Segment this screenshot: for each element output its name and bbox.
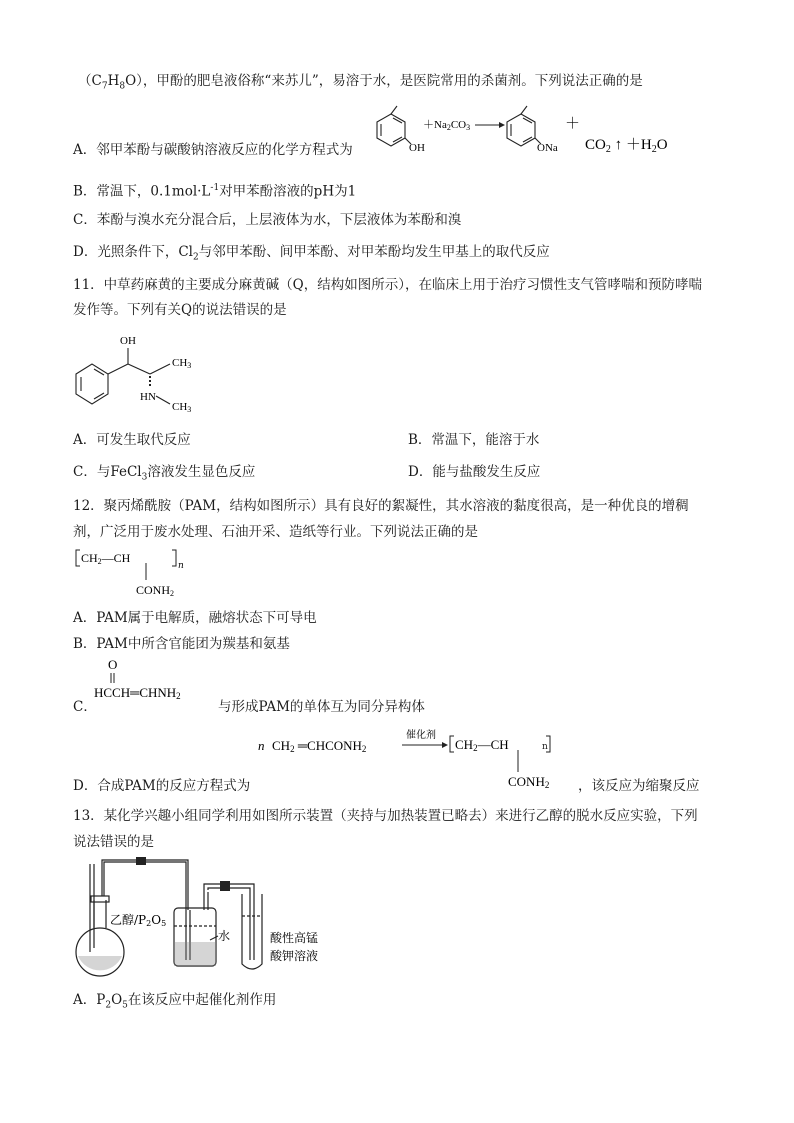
q10-products: $CO_2$ ↑ $+H_2O$ <box>585 137 668 155</box>
intro-text: $(C_7H_8O)$，甲酚的肥皂液俗称“来苏儿”，易溶于水，是医院常用的杀菌剂。下列说法正确的是 <box>78 73 643 92</box>
q11-option-b: B．常温下，能溶于水 <box>408 432 540 448</box>
q12-option-d-tail: ，该反应为缩聚反应 <box>578 778 700 794</box>
pam-side-label: CONH2 <box>136 583 175 598</box>
apparatus-label-flask: 乙醇/P2O5 <box>110 913 167 928</box>
eq-d-poly: CH2—CH <box>455 737 509 753</box>
q11-option-a: A．可发生取代反应 <box>73 432 191 448</box>
sodium-cresolate-structure <box>507 106 541 146</box>
pam-chain-label: CH2—CH <box>81 551 131 566</box>
q10-reaction-equation <box>355 104 695 160</box>
ephedrine-structure <box>70 330 210 418</box>
q10-reagent: ＋Na2CO3 <box>423 119 471 132</box>
q11-stem-line2: 发作等。下列有关Q的说法错误的是 <box>73 302 287 318</box>
q12-option-a: A．PAM属于电解质，融熔状态下可导电 <box>73 610 317 626</box>
option-c-o-label: O <box>108 657 118 672</box>
q11-stem-line1: 11．中草药麻黄的主要成分麻黄碱（Q，结构如图所示），在临床上用于治疗习惯性支气管哮喘和预防哮喘 <box>73 277 702 293</box>
pam-structure <box>74 546 214 602</box>
q12-option-d-equation <box>256 726 550 790</box>
q12-option-c-prefix: C． <box>73 699 97 715</box>
option-c-formula: HCCH═CHNH2 <box>94 685 181 701</box>
q12-option-c-structure <box>92 655 220 701</box>
q13-option-a: A．$P_2O_5$在该反应中起催化剂作用 <box>73 992 277 1011</box>
apparatus-label-kmno4-1: 酸性高锰 <box>270 931 319 945</box>
q10-ona-label: ONa <box>537 142 558 154</box>
q11-option-d: D．能与盐酸发生反应 <box>408 464 541 480</box>
q12-option-b: B．PAM中所含官能团为羰基和氨基 <box>73 636 290 652</box>
q12-stem-line2: 剂，广泛用于废水处理、石油开采、造纸等行业。下列说法正确的是 <box>73 524 478 540</box>
eq-d-monomer: CH2 ═CHCONH2 <box>272 738 367 754</box>
q12-option-d: D．合成PAM的反应方程式为 <box>73 778 251 794</box>
eq-d-bracket-n: n <box>542 742 548 752</box>
ephedrine-hn-label: HN <box>140 391 156 403</box>
q10-oh-label: OH <box>409 142 425 154</box>
o-cresol-structure <box>377 106 411 146</box>
ephedrine-oh-label: OH <box>120 335 136 347</box>
ephedrine-ch3-label-bottom: CH3 <box>172 401 192 414</box>
q10-plus: ＋ <box>565 114 581 132</box>
apparatus-diagram <box>70 856 340 980</box>
ephedrine-ch3-label-top: CH3 <box>172 357 192 370</box>
q13-stem-line1: 13．某化学兴趣小组同学利用如图所示装置（夹持与加热装置已略去）来进行乙醇的脱水反应实验，下列 <box>73 808 698 824</box>
q13-stem-line2: 说法错误的是 <box>73 834 154 850</box>
eq-d-catalyst: 催化剂 <box>406 730 436 741</box>
q12-option-c-text: 与形成PAM的单体互为同分异构体 <box>218 699 425 715</box>
apparatus-label-kmno4-2: 酸钾溶液 <box>270 949 319 963</box>
eq-d-n: n <box>258 738 265 753</box>
pam-n-label: n <box>178 561 184 571</box>
q10-option-a: A．邻甲苯酚与碳酸钠溶液反应的化学方程式为 <box>73 142 353 158</box>
q10-option-b: B．常温下，$0.1mol\cdot L^{-1}$对甲苯酚溶液的pH为1 <box>73 183 357 200</box>
q10-option-c: C．苯酚与溴水充分混合后，上层液体为水，下层液体为苯酚和溴 <box>73 212 462 228</box>
q10-option-d: D．光照条件下，$Cl_2$与邻甲苯酚、间甲苯酚、对甲苯酚均发生甲基上的取代反应 <box>73 244 550 263</box>
eq-d-side: CONH2 <box>508 774 550 790</box>
q11-option-c: C．与FeCl$_3$溶液发生显色反应 <box>73 464 256 483</box>
q12-stem-line1: 12．聚丙烯酰胺（PAM，结构如图所示）具有良好的絮凝性，其水溶液的黏度很高，是一种优良的增稠 <box>73 498 689 514</box>
apparatus-label-water: 水 <box>218 929 231 943</box>
